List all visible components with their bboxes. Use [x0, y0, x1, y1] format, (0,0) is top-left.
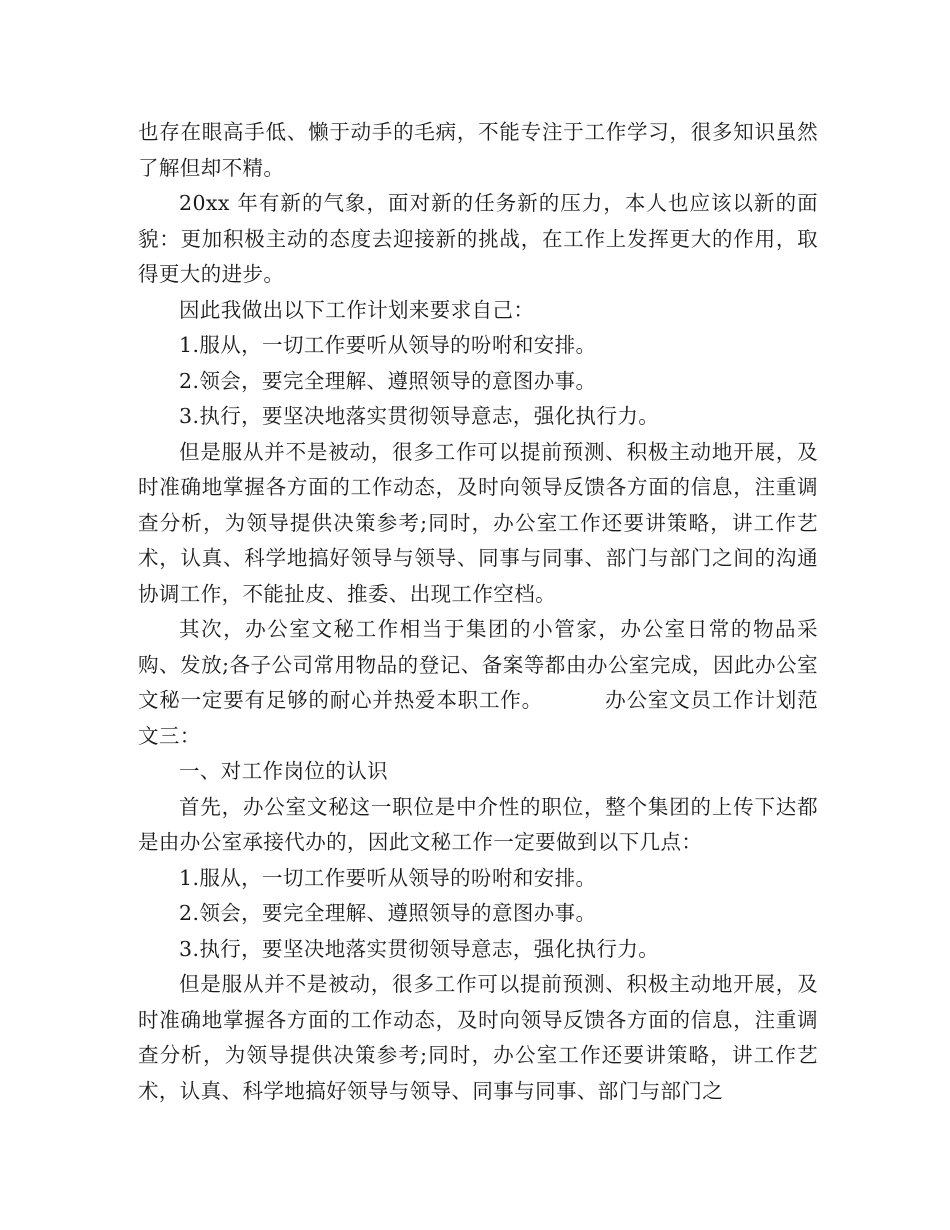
list-item: 2.领会，要完全理解、遵照领导的意图办事。 [179, 368, 597, 393]
list-item: 1.服从，一切工作要听从领导的吩咐和安排。 [179, 865, 597, 890]
paragraph: 因此我做出以下工作计划来要求自己： [179, 297, 535, 322]
list-item: 1.服从，一切工作要听从领导的吩咐和安排。 [179, 333, 597, 357]
paragraph: 但是服从并不是被动，很多工作可以提前预测、积极主动地开展，及时准确地掌握各方面的工作动态，及时向领导反馈各方面的信息，注重调查分析，为领导提供决策参考;同时，办公室工作还要讲策略，讲工作艺术，认真、科学地搞好领导与领导、同事与同事、部门与部门之间的沟通协调工作，不能扯皮、推委、出现工作空档。 [138, 439, 818, 606]
paragraph: 20xx 年有新的气象，面对新的任务新的压力，本人也应该以新的面貌：更加积极主动的态度去迎接新的挑战，在工作上发挥更大的作用，取得更大的进步。 [138, 191, 818, 286]
section-heading: 办公室文员工作计划范文三： [138, 688, 818, 748]
document-body [138, 115, 818, 1109]
section-heading: 一、对工作岗位的认识 [179, 759, 388, 783]
paragraph-text: 其次，办公室文秘工作相当于集团的小管家，办公室日常的物品采购、发放;各子公司常用物品的登记、备案等都由办公室完成，因此办公室文秘一定要有足够的耐心并热爱本职工作。 [138, 617, 818, 712]
list-item: 2.领会，要完全理解、遵照领导的意图办事。 [179, 901, 597, 925]
paragraph: 但是服从并不是被动，很多工作可以提前预测、积极主动地开展，及时准确地掌握各方面的工作动态，及时向领导反馈各方面的信息，注重调查分析，为领导提供决策参考;同时，办公室工作还要讲策略，讲工作艺术，认真、科学地搞好领导与领导、同事与同事、部门与部门之 [138, 972, 818, 1103]
paragraph: 也存在眼高手低、懒于动手的毛病，不能专注于工作学习，很多知识虽然了解但却不精。 [138, 120, 818, 180]
paragraph: 首先，办公室文秘这一职位是中介性的职位，整个集团的上传下达都是由办公室承接代办的，因此文秘工作一定要做到以下几点： [138, 794, 818, 854]
paragraph [138, 612, 818, 754]
list-item: 3.执行，要坚决地落实贯彻领导意志，强化执行力。 [179, 404, 660, 428]
list-item: 3.执行，要坚决地落实贯彻领导意志，强化执行力。 [179, 936, 660, 961]
